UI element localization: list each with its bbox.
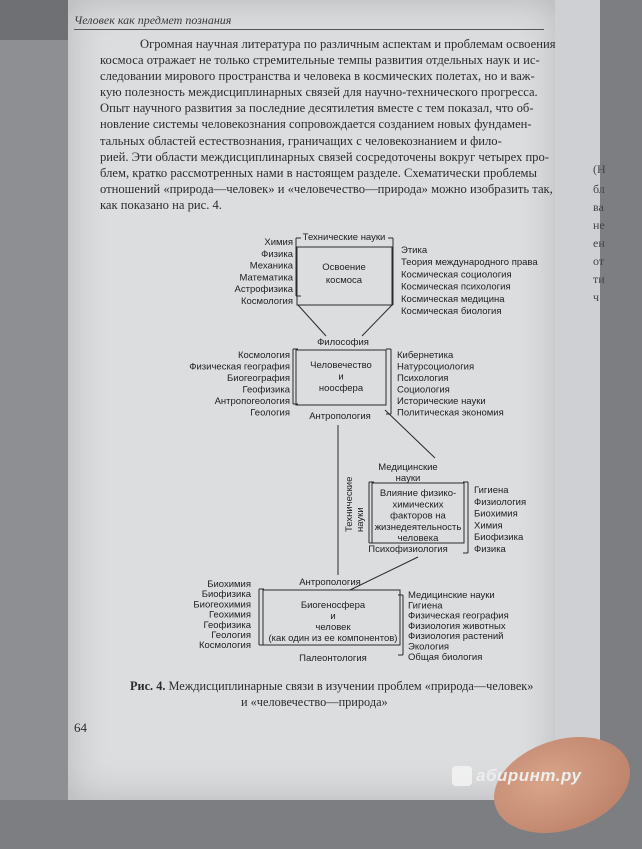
paragraph-line: новление системы человекознания сопровождается созданием новых фундамен- [100,117,532,132]
block1-center: Освоение [322,262,366,273]
block4-left-item: Биохимия [207,579,251,590]
block3-right-item: Физиология [474,496,527,508]
caption-line2: и «человечество—природа» [241,695,388,709]
block2-center: Человечество [310,360,372,371]
block2-left-item: Геология [250,407,290,419]
watermark-logo-icon [452,766,472,786]
block3-center: человека [397,533,439,545]
block3-center: химических [392,499,444,511]
next-page-fragment: не [593,218,605,232]
caption-line1: Междисциплинарные связи в изучении проблем «природа—человек» [165,679,534,693]
block4-left-item: Геофизика [203,619,251,631]
block4-right-item: Физическая география [408,610,509,622]
block3-center: факторов на [390,510,446,522]
block2-right-item: Политическая экономия [397,407,504,419]
paragraph-line: следовании мирового пространства и человека в космических полетах, но и важ- [100,69,535,84]
block3-top-label: Медицинские [378,462,438,473]
block2-bottom-label: Антропология [309,411,371,422]
next-page-fragment: (Н [593,162,606,176]
block2-left-item: Космология [237,350,290,361]
block4-right-item: Физиология животных [408,620,506,632]
block4-bottom-label: Палеонтология [299,653,367,664]
block3-bottom-label: Психофизиология [368,544,448,555]
paragraph-line: кую полезность междисциплинарных связей для научно-технического прогресса. [100,85,538,100]
block2-right-item: Психология [397,373,449,384]
side-label-text: науки [355,507,366,532]
block1-right-item: Этика [401,245,428,256]
block2-left-item: Геофизика [242,384,290,396]
next-page-fragment: ен [593,236,605,250]
paragraph-line: Опыт научного развития за последние десятилетия вместе с тем показал, что об- [100,101,534,116]
block1-left-item: Химия [264,237,293,248]
next-page-fragment: ти [593,272,605,286]
paragraph-line: космоса отражает не только стремительные темпы развития отдельных наук и ис- [100,53,540,68]
paragraph-line: тальных областей естествознания, граничащих с человекознанием и фило- [100,133,502,148]
block2-left-item: Физическая география [189,361,290,373]
block1-left-item: Математика [239,272,293,284]
block4-right-item: Общая биология [408,651,483,663]
paragraph-line: отношений «природа—человек» и «человечество—природа» можно изобразить так, [100,181,553,196]
block4-right-item: Экология [408,641,450,653]
caption-prefix: Рис. 4. [130,679,166,693]
block1-right-item: Теория международного права [401,257,538,269]
block4-left-item: Биофизика [201,589,251,601]
block3-right-item: Физика [474,544,506,555]
next-page-fragment: бл [593,182,605,196]
block2-right-item: Кибернетика [397,350,454,361]
block1-left-item: Космология [240,296,293,307]
paragraph-line: блем, кратко рассмотренных нами в настоящем разделе. Схематически проблемы [100,165,537,180]
paragraph-line: Огромная научная литература по различным аспектам и проблемам освоения [140,37,556,51]
block1-right-item: Космическая медицина [401,293,505,305]
block3-center: жизнедеятельность [374,521,462,533]
funnel-line [298,305,326,336]
next-page-fragment: ва [593,200,604,214]
block4-right-item: Медицинские науки [408,590,495,601]
running-head: Человек как предмет познания [74,13,232,27]
block1-center: космоса [325,275,363,286]
page-number: 64 [74,720,87,735]
block1-right-item: Космическая социология [401,269,512,281]
block1-left-item: Механика [249,260,293,272]
block3-right-item: Биофизика [474,532,524,544]
block2-right-item: Социология [397,384,450,396]
paragraph-line: рией. Эти области междисциплинарных связей сосредоточены вокруг четырех про- [100,149,549,164]
block2-center: ноосфера [318,383,364,394]
block2-left-item: Антропогеология [214,396,290,407]
watermark-text: абиринт.ру [476,766,582,785]
block4-left-item: Геохимия [208,609,251,621]
side-label-text: Технические [344,476,355,532]
block3-right-item: Биохимия [474,508,518,520]
block4-left-item: Геология [211,630,251,641]
paragraph-line: как показано на рис. 4. [100,197,222,212]
block2-right-item: Натурсоциология [397,361,475,373]
block4-top-label: Антропология [299,577,361,588]
block2-center: и [338,371,344,383]
funnel-line [362,305,392,336]
block1-top-label: Технические науки [302,232,386,243]
block4-center: Биогеносфера [300,600,366,611]
block3-center: Влияние физико- [379,488,457,499]
block4-center: и [330,611,336,622]
block1-left-item: Физика [261,248,293,260]
block1-right-item: Космическая биология [401,306,502,317]
next-page-fragment: ч [593,290,600,304]
block4-left-item: Биогеохимия [193,599,251,611]
block4-center: человек [315,622,351,633]
block1-right-item: Космическая психология [401,281,511,293]
block3-top-label: науки [395,473,421,484]
block2-top-label: Философия [317,337,369,348]
block2-left-item: Биогеография [227,373,290,384]
figure-caption [130,678,560,710]
side-label-technical-sciences [344,477,366,532]
block3-right-item: Гигиена [474,485,509,496]
block2-right-item: Исторические науки [397,396,486,407]
next-page-fragment: от [593,254,605,268]
block4-center: (как один из ее компонентов) [268,633,398,644]
block4-left-item: Космология [198,640,251,652]
block4-right-item: Физиология растений [408,631,504,643]
block4-right-item: Гигиена [408,600,443,612]
block1-left-item: Астрофизика [234,284,293,296]
block3-right-item: Химия [474,520,503,532]
